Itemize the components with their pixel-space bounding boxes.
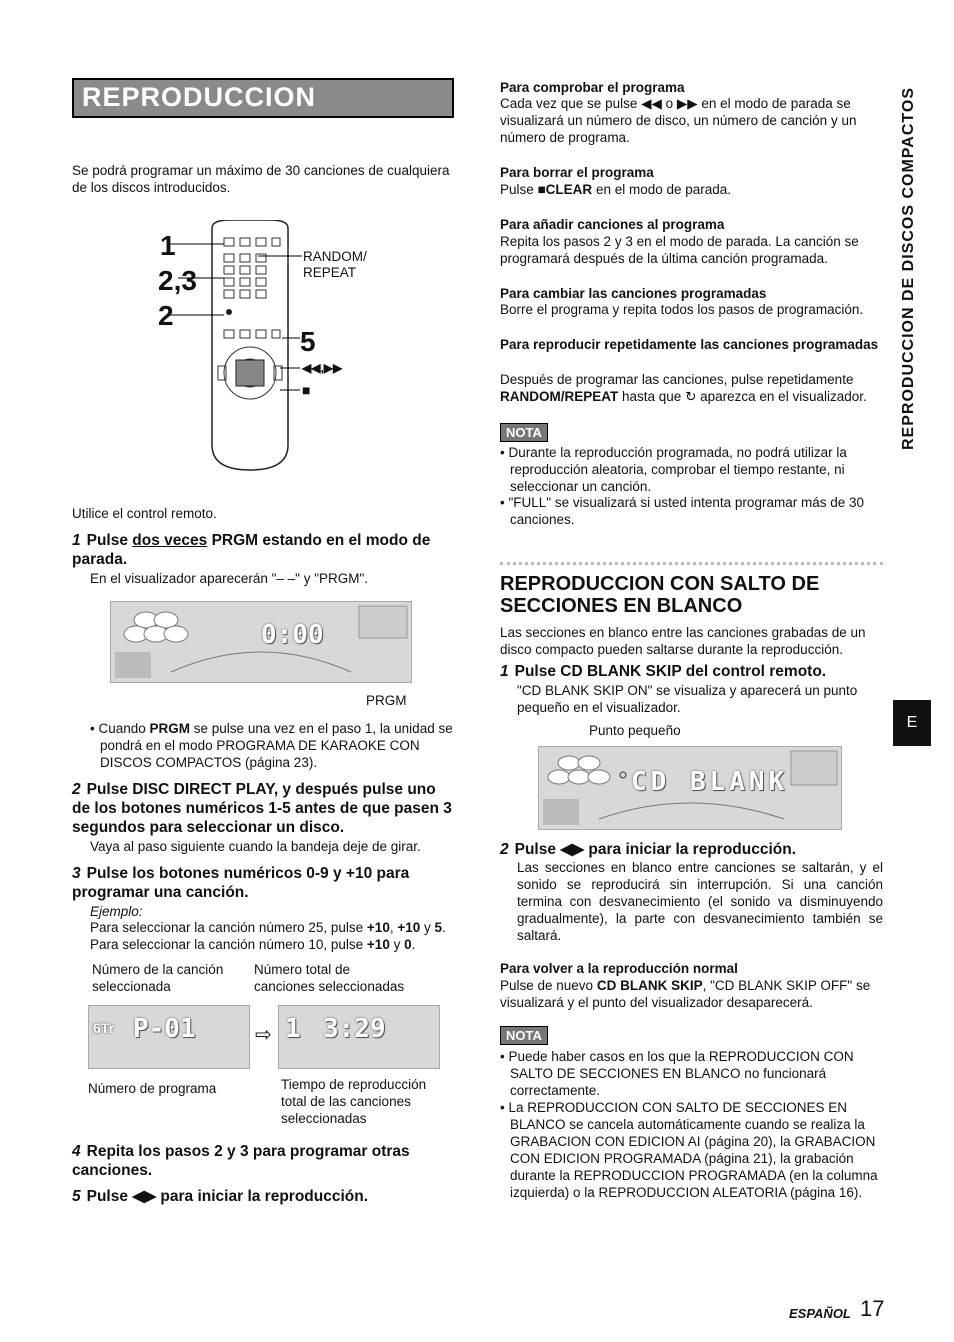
label-selected-song: Número de la canción seleccionada [92, 962, 224, 994]
change-songs-text: Borre el programa y repita todos los pasos de programación. [500, 302, 864, 317]
section-divider [500, 562, 883, 565]
repeat-songs-title: Para reproducir repetidamente las canciones programadas [500, 337, 879, 352]
stop-button-label: ■ [302, 382, 311, 398]
step-2-sub: Vaya al paso siguiente cuando la bandeja deje de girar. [90, 839, 421, 854]
remote-label-2-3: 2,3 [158, 265, 197, 296]
prgm-label: PRGM [366, 693, 407, 708]
step-1-heading: 1 Pulse dos veces PRGM estando en el modo de parada. [72, 532, 431, 568]
step-3-heading: 3 Pulse los botones numéricos 0-9 y +10 para programar una canción. [72, 865, 410, 901]
label-total-time: Tiempo de reproducción total de las canciones seleccionadas [281, 1077, 427, 1126]
display-program-number [88, 1005, 250, 1069]
clear-program-title: Para borrar el programa [500, 165, 654, 180]
display-blank-skip-text: CD BLANK [631, 767, 789, 797]
random-repeat-label: RANDOM/ REPEAT [303, 249, 367, 280]
display-total-time [278, 1005, 440, 1069]
section-2-title: REPRODUCCION CON SALTO DE SECCIONES EN BLANCO [500, 573, 820, 617]
arrow-right-icon: ⇨ [255, 1024, 272, 1046]
nota-1-item-2: • "FULL" se visualizará si usted intenta programar más de 30 canciones. [500, 495, 864, 527]
display-total-number: 1 [285, 1014, 301, 1044]
label-program-number: Número de programa [88, 1081, 217, 1096]
nota-badge-1: NOTA [500, 423, 548, 442]
add-songs-text: Repita los pasos 2 y 3 en el modo de parada. La canción se programará después de la última canción programada. [500, 234, 859, 266]
step-1-sub: En el visualizador aparecerán "– –" y "PRGM". [90, 571, 369, 586]
display-track-label: 6Tr [93, 1020, 115, 1036]
dot-label: Punto pequeño [589, 723, 681, 738]
repeat-songs-text: Después de programar las canciones, pulse repetidamente RANDOM/REPEAT hasta que ↻ aparezca en el visualizador. [500, 372, 867, 404]
nota-badge-2: NOTA [500, 1026, 548, 1045]
footer-language: ESPAÑOL [789, 1306, 851, 1321]
remote-caption: Utilice el control remoto. [72, 506, 217, 521]
remote-label-5: 5 [300, 326, 316, 357]
s2-step-2-sub: Las secciones en blanco entre canciones se saltarán, y el sonido se reproducirá sin interrupción. Si una canción termina con desvanecimiento (el sonido va disminuyendo gradualmente), la parte con desvanecimiento también se saltará. [517, 860, 883, 943]
remote-label-2: 2 [158, 300, 174, 331]
example-2: Para seleccionar la canción número 10, pulse +10 y 0. [90, 937, 416, 952]
nota-2-item-2: • La REPRODUCCION CON SALTO DE SECCIONES EN BLANCO se cancela automáticamente cuando se realiza la GRABACION CON EDICION AI (página 20), la GRABACION CON EDICION PROGRAMADA (página 21), la grabación durante la REPRODUCCION PROGRAMADA (en la columna izquierda) o la REPRODUCCION ALEATORIA (página 16). [500, 1100, 878, 1200]
page-title: REPRODUCCION PROGRAMADA [72, 78, 454, 118]
display-blank-skip [538, 746, 842, 830]
s2-step-2-heading: 2 Pulse ◀▶ para iniciar la reproducción. [500, 841, 797, 858]
example-1: Para seleccionar la canción número 25, pulse +10, +10 y 5. [90, 920, 446, 935]
step-2-heading: 2 Pulse DISC DIRECT PLAY, y después pulse uno de los botones numéricos 1-5 antes de que pasen 3 segundos para seleccionar un disco. [72, 781, 452, 836]
example-label: Ejemplo: [90, 904, 143, 919]
add-songs-title: Para añadir canciones al programa [500, 217, 725, 232]
s2-step-1-sub: "CD BLANK SKIP ON" se visualiza y aparecerá un punto pequeño en el visualizador. [517, 683, 858, 715]
step-4-heading: 4 Repita los pasos 2 y 3 para programar otras canciones. [72, 1143, 410, 1179]
normal-play-text: Pulse de nuevo CD BLANK SKIP, "CD BLANK SKIP OFF" se visualizará y el punto del visualizador desaparecerá. [500, 978, 871, 1010]
skip-buttons-label: ◀◀,▶▶ [302, 361, 343, 375]
check-program-text: Cada vez que se pulse ◀◀ o ▶▶ en el modo de parada se visualizará un número de disco, un número de canción y un número de programa. [500, 96, 857, 145]
display-program-text: P-01 [133, 1014, 196, 1044]
nota-2-item-1: • Puede haber casos en los que la REPRODUCCION CON SALTO DE SECCIONES EN BLANCO no funcionará correctamente. [500, 1049, 854, 1098]
label-total-songs: Número total de canciones seleccionadas [254, 962, 405, 994]
display-step1-text: 0:00 [261, 620, 324, 650]
display-step1 [110, 601, 412, 683]
step-1-note: • Cuando PRGM se pulse una vez en el paso 1, la unidad se pondrá en el modo PROGRAMA DE KARAOKE CON DISCOS COMPACTOS (página 23). [90, 721, 453, 770]
change-songs-title: Para cambiar las canciones programadas [500, 286, 767, 301]
s2-step-1-heading: 1 Pulse CD BLANK SKIP del control remoto. [500, 663, 827, 680]
display-total-time-text: 3:29 [323, 1014, 386, 1044]
step-5-heading: 5 Pulse ◀▶ para iniciar la reproducción. [72, 1188, 369, 1205]
intro-text: Se podrá programar un máximo de 30 canciones de cualquiera de los discos introducidos. [72, 163, 450, 195]
nota-1-item-1: • Durante la reproducción programada, no podrá utilizar la reproducción aleatoria, comprobar el tiempo restante, ni seleccionar un canción. [500, 445, 847, 494]
side-section-tab: REPRODUCCION DE DISCOS COMPACTOS [900, 87, 917, 450]
normal-play-title: Para volver a la reproducción normal [500, 961, 738, 976]
page-number: 17 [860, 1296, 885, 1321]
remote-label-1: 1 [160, 230, 176, 261]
section-2-intro: Las secciones en blanco entre las canciones grabadas de un disco compacto pueden saltarse durante la reproducción. [500, 625, 866, 657]
check-program-title: Para comprobar el programa [500, 80, 685, 95]
clear-program-text: Pulse ■CLEAR en el modo de parada. [500, 182, 732, 197]
language-tab: E [893, 700, 931, 746]
